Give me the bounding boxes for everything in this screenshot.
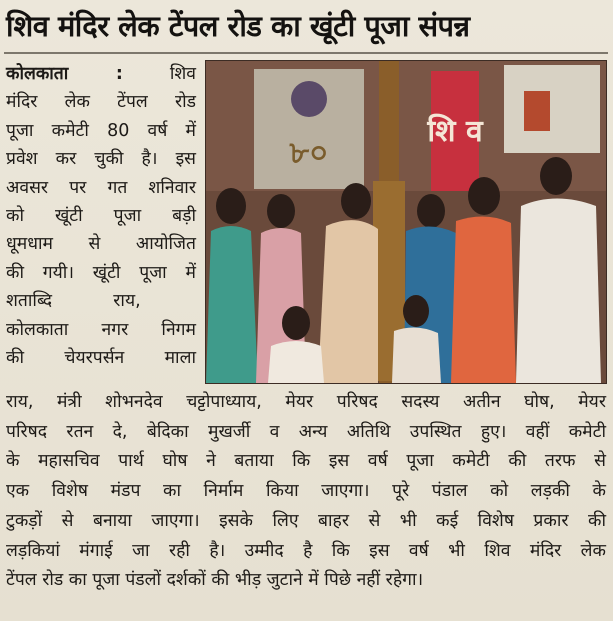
inset-figure <box>524 91 550 131</box>
poster-emblem <box>291 81 327 117</box>
article-line: राय, मंत्री शोभनदेव चट्टोपाध्याय, मेयर परिषद सदस्य अतीन घोष, मेयर <box>6 392 606 412</box>
article-line: प्रवेश कर चुकी है। इस <box>6 149 196 170</box>
article-line: पूजा कमेटी 80 वर्ष में <box>6 120 196 141</box>
article-line: धूमधाम से आयोजित <box>6 234 196 255</box>
article-line: एक विशेष मंडप का निर्माम किया जाएगा। पूरे पंडाल को लड़की के <box>6 481 606 502</box>
article-line: लड़कियां मंगाई जा रही है। उम्मीद है कि इस वर्ष भी शिव मंदिर लेक <box>6 540 606 561</box>
headline-divider <box>4 52 608 54</box>
poster-number: ৮০ <box>289 136 329 171</box>
article-line: अवसर पर गत शनिवार <box>6 177 196 198</box>
article-line: मंदिर लेक टेंपल रोड <box>6 92 196 113</box>
article-line: कोलकाता नगर निगम <box>6 319 196 340</box>
article-line: कोलकाता : शिव <box>6 64 196 84</box>
article-body <box>6 388 606 596</box>
article-line: की चेयरपर्सन माला <box>6 348 196 369</box>
article-line: की गयी। खूंटी पूजा में <box>6 262 196 283</box>
article-line: परिषद रतन दे, बेदिका मुखर्जी व अन्य अतिथि उपस्थित हुए। वहीं कमेटी <box>6 421 606 442</box>
headline: शिव मंदिर लेक टेंपल रोड का खूंटी पूजा संपन्न <box>6 9 470 43</box>
article-line: टुकड़ों से बनाया जाएगा। इसके लिए बाहर से भी कई विशेष प्रकार की <box>6 510 606 531</box>
news-photo <box>205 60 607 384</box>
banner-text: शि व <box>427 114 483 149</box>
article-left-column <box>6 60 196 372</box>
article-line: को खूंटी पूजा बड़ी <box>6 206 196 227</box>
article-line: टेंपल रोड का पूजा पंडलों दर्शकों की भीड़ जुटाने में पिछे नहीं रहेगा। <box>6 570 424 591</box>
photo-illustration <box>206 61 606 383</box>
article-line: के महासचिव पार्थ घोष ने बताया कि इस वर्ष पूजा कमेटी की तरफ से <box>6 451 606 472</box>
article-line: शताब्दि राय, <box>6 291 141 312</box>
inset-photo <box>504 65 600 153</box>
dateline: कोलकाता : <box>6 64 123 84</box>
